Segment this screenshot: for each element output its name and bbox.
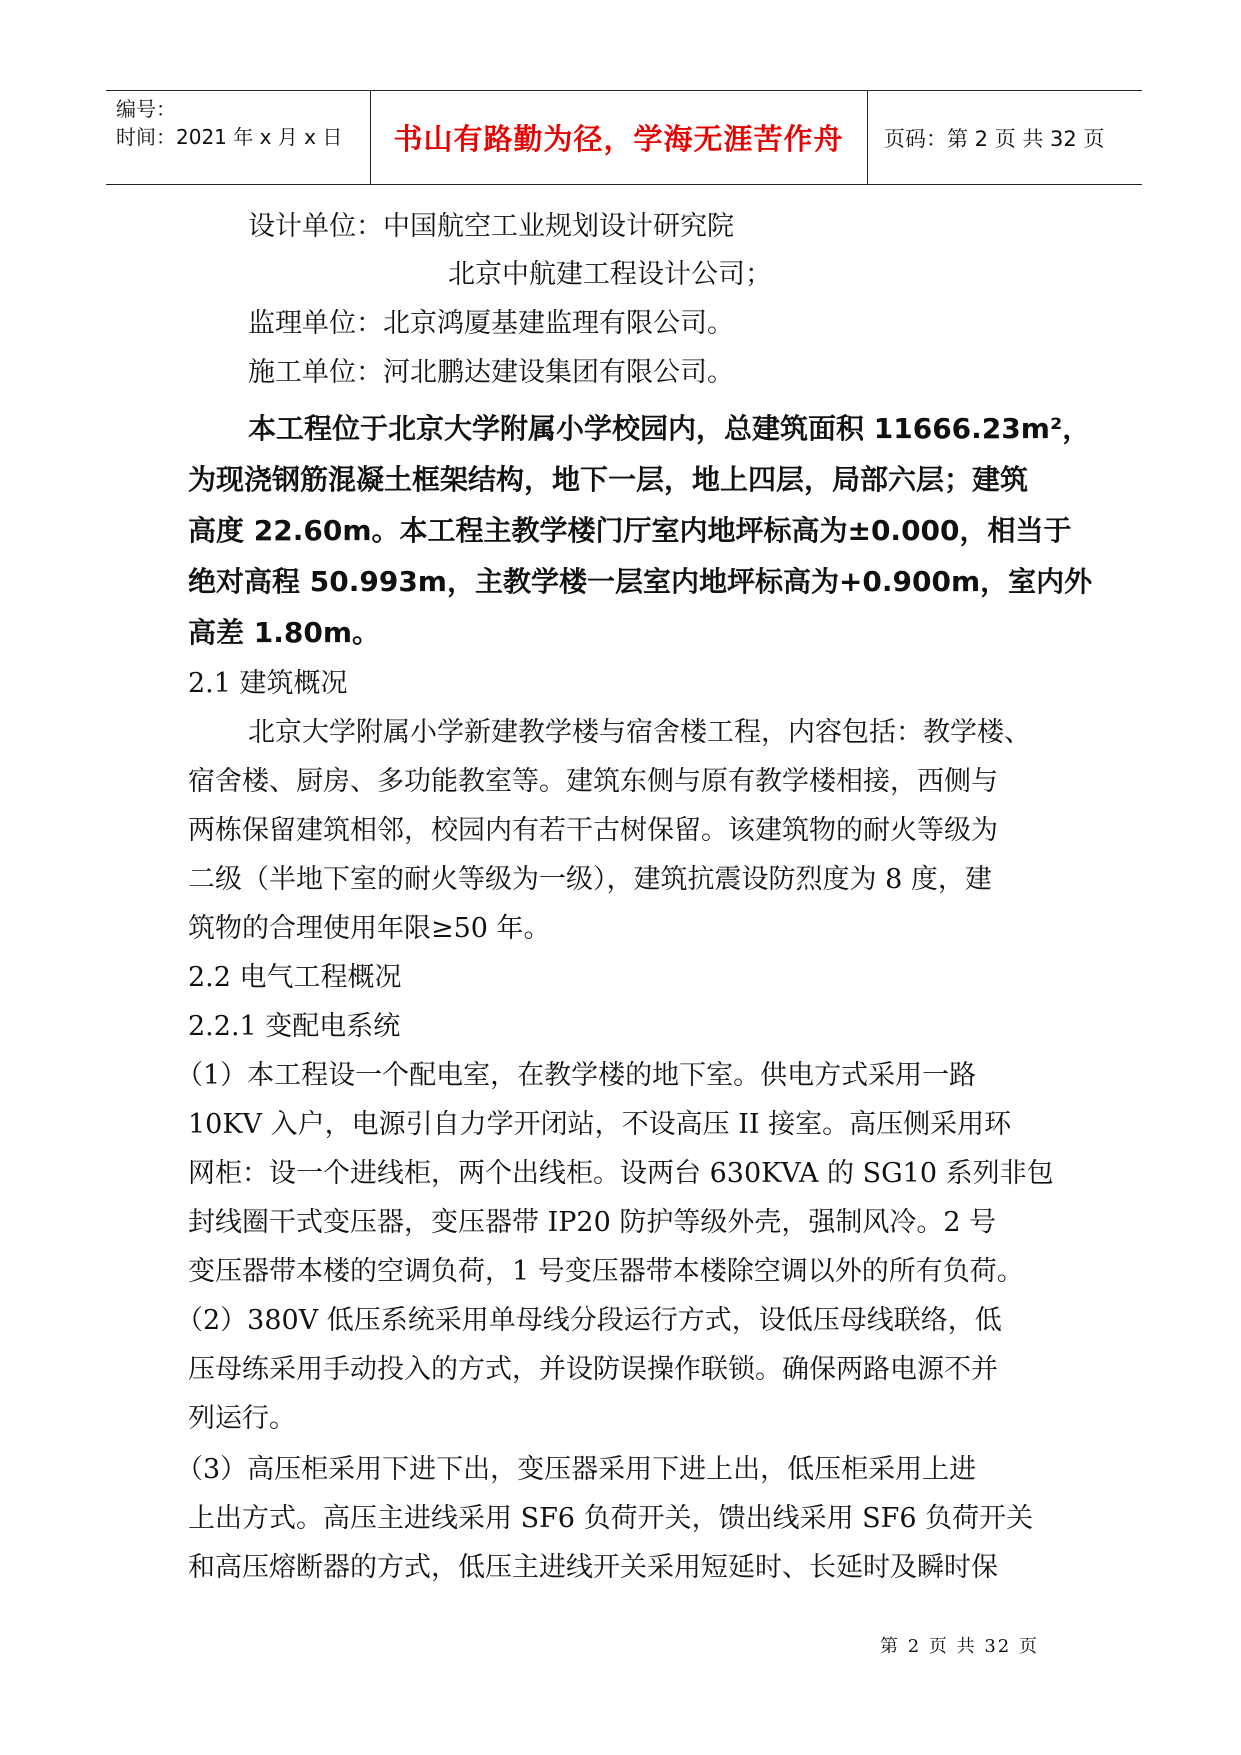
header-motto: 书山有路勤为径，学海无涯苦作舟 [393, 122, 844, 156]
electrical-item-1-line-2: 10KV 入户，电源引自力学开闭站，不设高压 II 接室。高压侧采用环 [188, 1109, 1012, 1140]
document-number-label: 编号： [116, 97, 176, 121]
design-unit-line: 设计单位：中国航空工业规划设计研究院 [248, 211, 734, 242]
document-header [106, 90, 1142, 185]
section-heading-2-2: 2.2 电气工程概况 [188, 962, 402, 993]
section-heading-2-2-1: 2.2.1 变配电系统 [188, 1011, 401, 1042]
electrical-item-1-line-1: （1）本工程设一个配电室，在教学楼的地下室。供电方式采用一路 [176, 1060, 977, 1091]
project-summary-line-3: 高度 22.60m。本工程主教学楼门厅室内地坪标高为±0.000，相当于 [188, 514, 1072, 547]
electrical-item-3-line-1: （3）高压柜采用下进下出，变压器采用下进上出，低压柜采用上进 [176, 1454, 977, 1485]
architecture-paragraph-line-4: 二级（半地下室的耐火等级为一级），建筑抗震设防烈度为 8 度，建 [188, 864, 992, 895]
electrical-item-2-line-3: 列运行。 [188, 1403, 296, 1434]
architecture-paragraph-line-2: 宿舍楼、厨房、多功能教室等。建筑东侧与原有教学楼相接，西侧与 [188, 766, 998, 797]
electrical-item-1-line-5: 变压器带本楼的空调负荷，1 号变压器带本楼除空调以外的所有负荷。 [188, 1256, 1024, 1287]
design-unit-line-2: 北京中航建工程设计公司； [448, 259, 772, 290]
architecture-paragraph-line-1: 北京大学附属小学新建教学楼与宿舍楼工程，内容包括：教学楼、 [248, 717, 1031, 748]
page-footer: 第 2 页 共 32 页 [880, 1636, 1039, 1657]
architecture-paragraph-line-5: 筑物的合理使用年限≥50 年。 [188, 913, 551, 944]
electrical-item-3-line-3: 和高压熔断器的方式，低压主进线开关采用短延时、长延时及瞬时保 [188, 1552, 998, 1583]
header-page-code: 页码：第 2 页 共 32 页 [884, 126, 1105, 151]
section-heading-2-1: 2.1 建筑概况 [188, 668, 348, 699]
electrical-item-1-line-4: 封线圈干式变压器，变压器带 IP20 防护等级外壳，强制风冷。2 号 [188, 1207, 997, 1238]
architecture-paragraph-line-3: 两栋保留建筑相邻，校园内有若干古树保留。该建筑物的耐火等级为 [188, 815, 998, 846]
supervision-unit-line: 监理单位：北京鸿厦基建监理有限公司。 [248, 308, 734, 339]
electrical-item-3-line-2: 上出方式。高压主进线采用 SF6 负荷开关，馈出线采用 SF6 负荷开关 [188, 1503, 1034, 1534]
project-summary-line-5: 高差 1.80m。 [188, 616, 381, 649]
electrical-item-2-line-2: 压母练采用手动投入的方式，并设防误操作联锁。确保两路电源不并 [188, 1354, 998, 1385]
project-summary-line-1: 本工程位于北京大学附属小学校园内，总建筑面积 11666.23m²， [248, 412, 1091, 445]
header-meta [116, 95, 366, 151]
project-summary-line-2: 为现浇钢筋混凝土框架结构，地下一层，地上四层，局部六层；建筑 [188, 463, 1029, 496]
header-divider-right [867, 91, 868, 184]
project-summary-line-4: 绝对高程 50.993m，主教学楼一层室内地坪标高为+0.900m，室内外 [188, 565, 1093, 598]
document-time-label: 时间：2021 年 x 月 x 日 [116, 125, 343, 149]
electrical-item-2-line-1: （2）380V 低压系统采用单母线分段运行方式，设低压母线联络，低 [176, 1305, 1002, 1336]
construction-unit-line: 施工单位：河北鹏达建设集团有限公司。 [248, 357, 734, 388]
electrical-item-1-line-3: 网柜：设一个进线柜，两个出线柜。设两台 630KVA 的 SG10 系列非包 [188, 1158, 1054, 1189]
